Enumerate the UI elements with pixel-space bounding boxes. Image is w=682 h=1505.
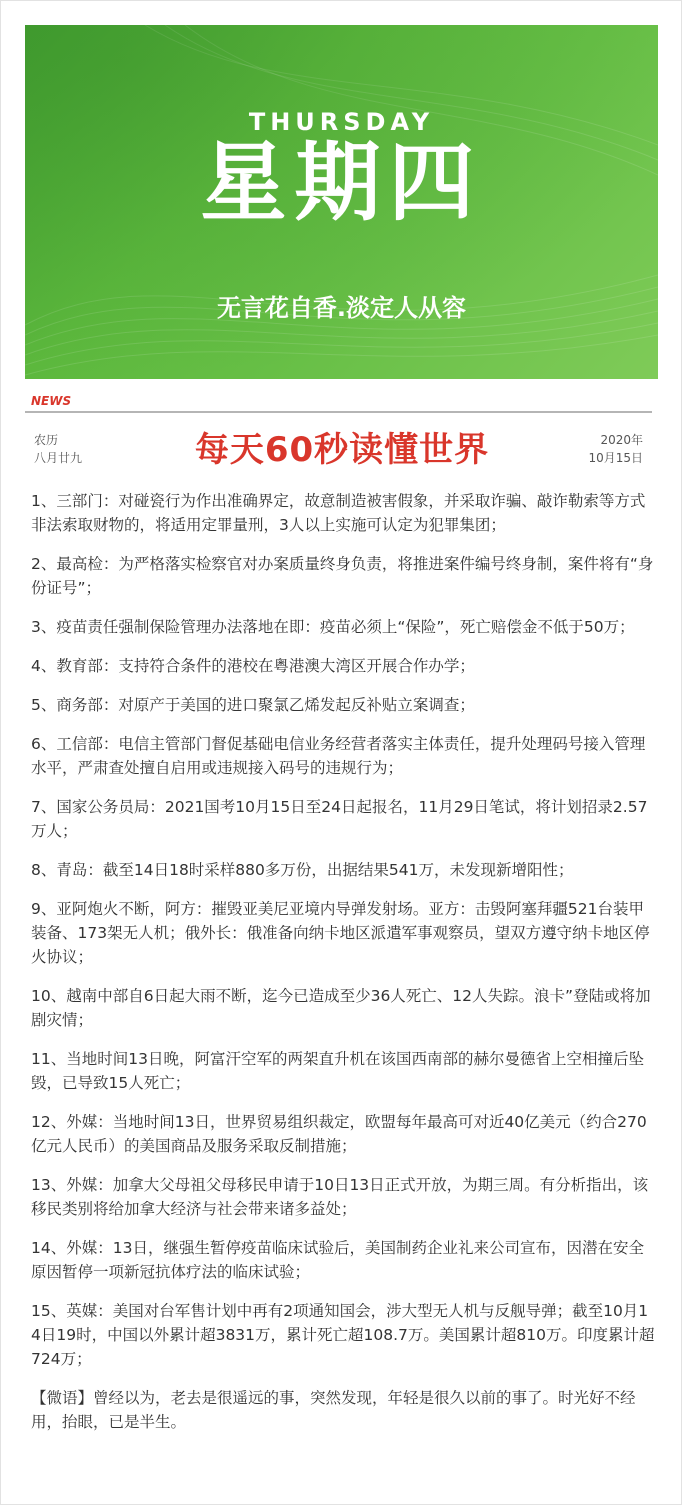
news-item: 2、最高检：为严格落实检察官对办案质量终身负责，将推进案件编号终身制，案件将有“身份证号”； [31,555,654,597]
news-item: 10、越南中部自6日起大雨不断，迄今已造成至少36人死亡、12人失踪。浪卡”登陆或将加剧灾情； [31,987,651,1029]
date-month-day: 10月15日 [588,451,643,465]
weekday-chinese: 星期四 [200,133,483,233]
news-item: 3、疫苗责任强制保险管理办法落地在即：疫苗必须上“保险”，死亡赔偿金不低于50万； [31,618,635,636]
news-item: 8、青岛：截至14日18时采样880多万份，出据结果541万，未发现新增阳性； [31,861,574,879]
news-item: 6、工信部：电信主管部门督促基础电信业务经营者落实主体责任，提升处理码号接入管理水平，严肃查处擅自启用或违规接入码号的违规行为； [31,735,646,777]
news-item: 5、商务部：对原产于美国的进口聚氯乙烯发起反补贴立案调查； [31,696,475,714]
news-item: 11、当地时间13日晚，阿富汗空军的两架直升机在该国西南部的赫尔曼德省上空相撞后坠毁，已导致15人死亡； [31,1050,644,1092]
news-item: 15、英媒：美国对台军售计划中再有2项通知国会，涉大型无人机与反舰导弹；截至10月14日19时，中国以外累计超3831万，累计死亡超108.7万。美国累计超810万。印度累计超724万； [31,1302,655,1368]
news-item: 13、外媒：加拿大父母祖父母移民申请于10日13日正式开放，为期三周。有分析指出，该移民类别将给加拿大经济与社会带来诸多益处； [31,1176,649,1218]
closing-quote: 【微语】曾经以为，老去是很遥远的事，突然发现，年轻是很久以前的事了。时光好不经用，抬眼，已是半生。 [31,1389,636,1431]
news-item: 9、亚阿炮火不断，阿方：摧毁亚美尼亚境内导弹发射场。亚方：击毁阿塞拜疆521台装甲装备、173架无人机；俄外长：俄准备向纳卡地区派遣军事观察员，望双方遵守纳卡地区停火协议； [31,900,650,966]
banner-slogan: 无言花自香.淡定人从容 [216,294,467,322]
news-tag: NEWS [31,394,72,408]
lunar-date: 八月廿九 [34,451,83,465]
page-title: 每天60秒读懂世界 [194,430,490,470]
date-year: 2020年 [600,433,643,447]
news-item: 4、教育部：支持符合条件的港校在粤港澳大湾区开展合作办学； [31,657,475,675]
news-list [31,489,655,1449]
news-item: 1、三部门：对碰瓷行为作出准确界定，故意制造被害假象，并采取诈骗、敲诈勒索等方式非法索取财物的，将适用定罪量刑，3人以上实施可认定为犯罪集团； [31,492,646,534]
date-block [588,431,643,467]
news-item: 7、国家公务员局：2021国考10月15日至24日起报名，11月29日笔试，将计划招录2.57万人； [31,798,648,840]
weekday-english: THURSDAY [248,108,435,136]
news-item: 12、外媒：当地时间13日，世界贸易组织裁定，欧盟每年最高可对近40亿美元（约合270亿元人民币）的美国商品及服务采取反制措施； [31,1113,647,1155]
header-divider [25,411,652,413]
header-banner [25,25,658,379]
lunar-label: 农历 [34,433,59,447]
news-item: 14、外媒：13日，继强生暂停疫苗临床试验后，美国制药企业礼来公司宣布，因潜在安全原因暂停一项新冠抗体疗法的临床试验； [31,1239,644,1281]
